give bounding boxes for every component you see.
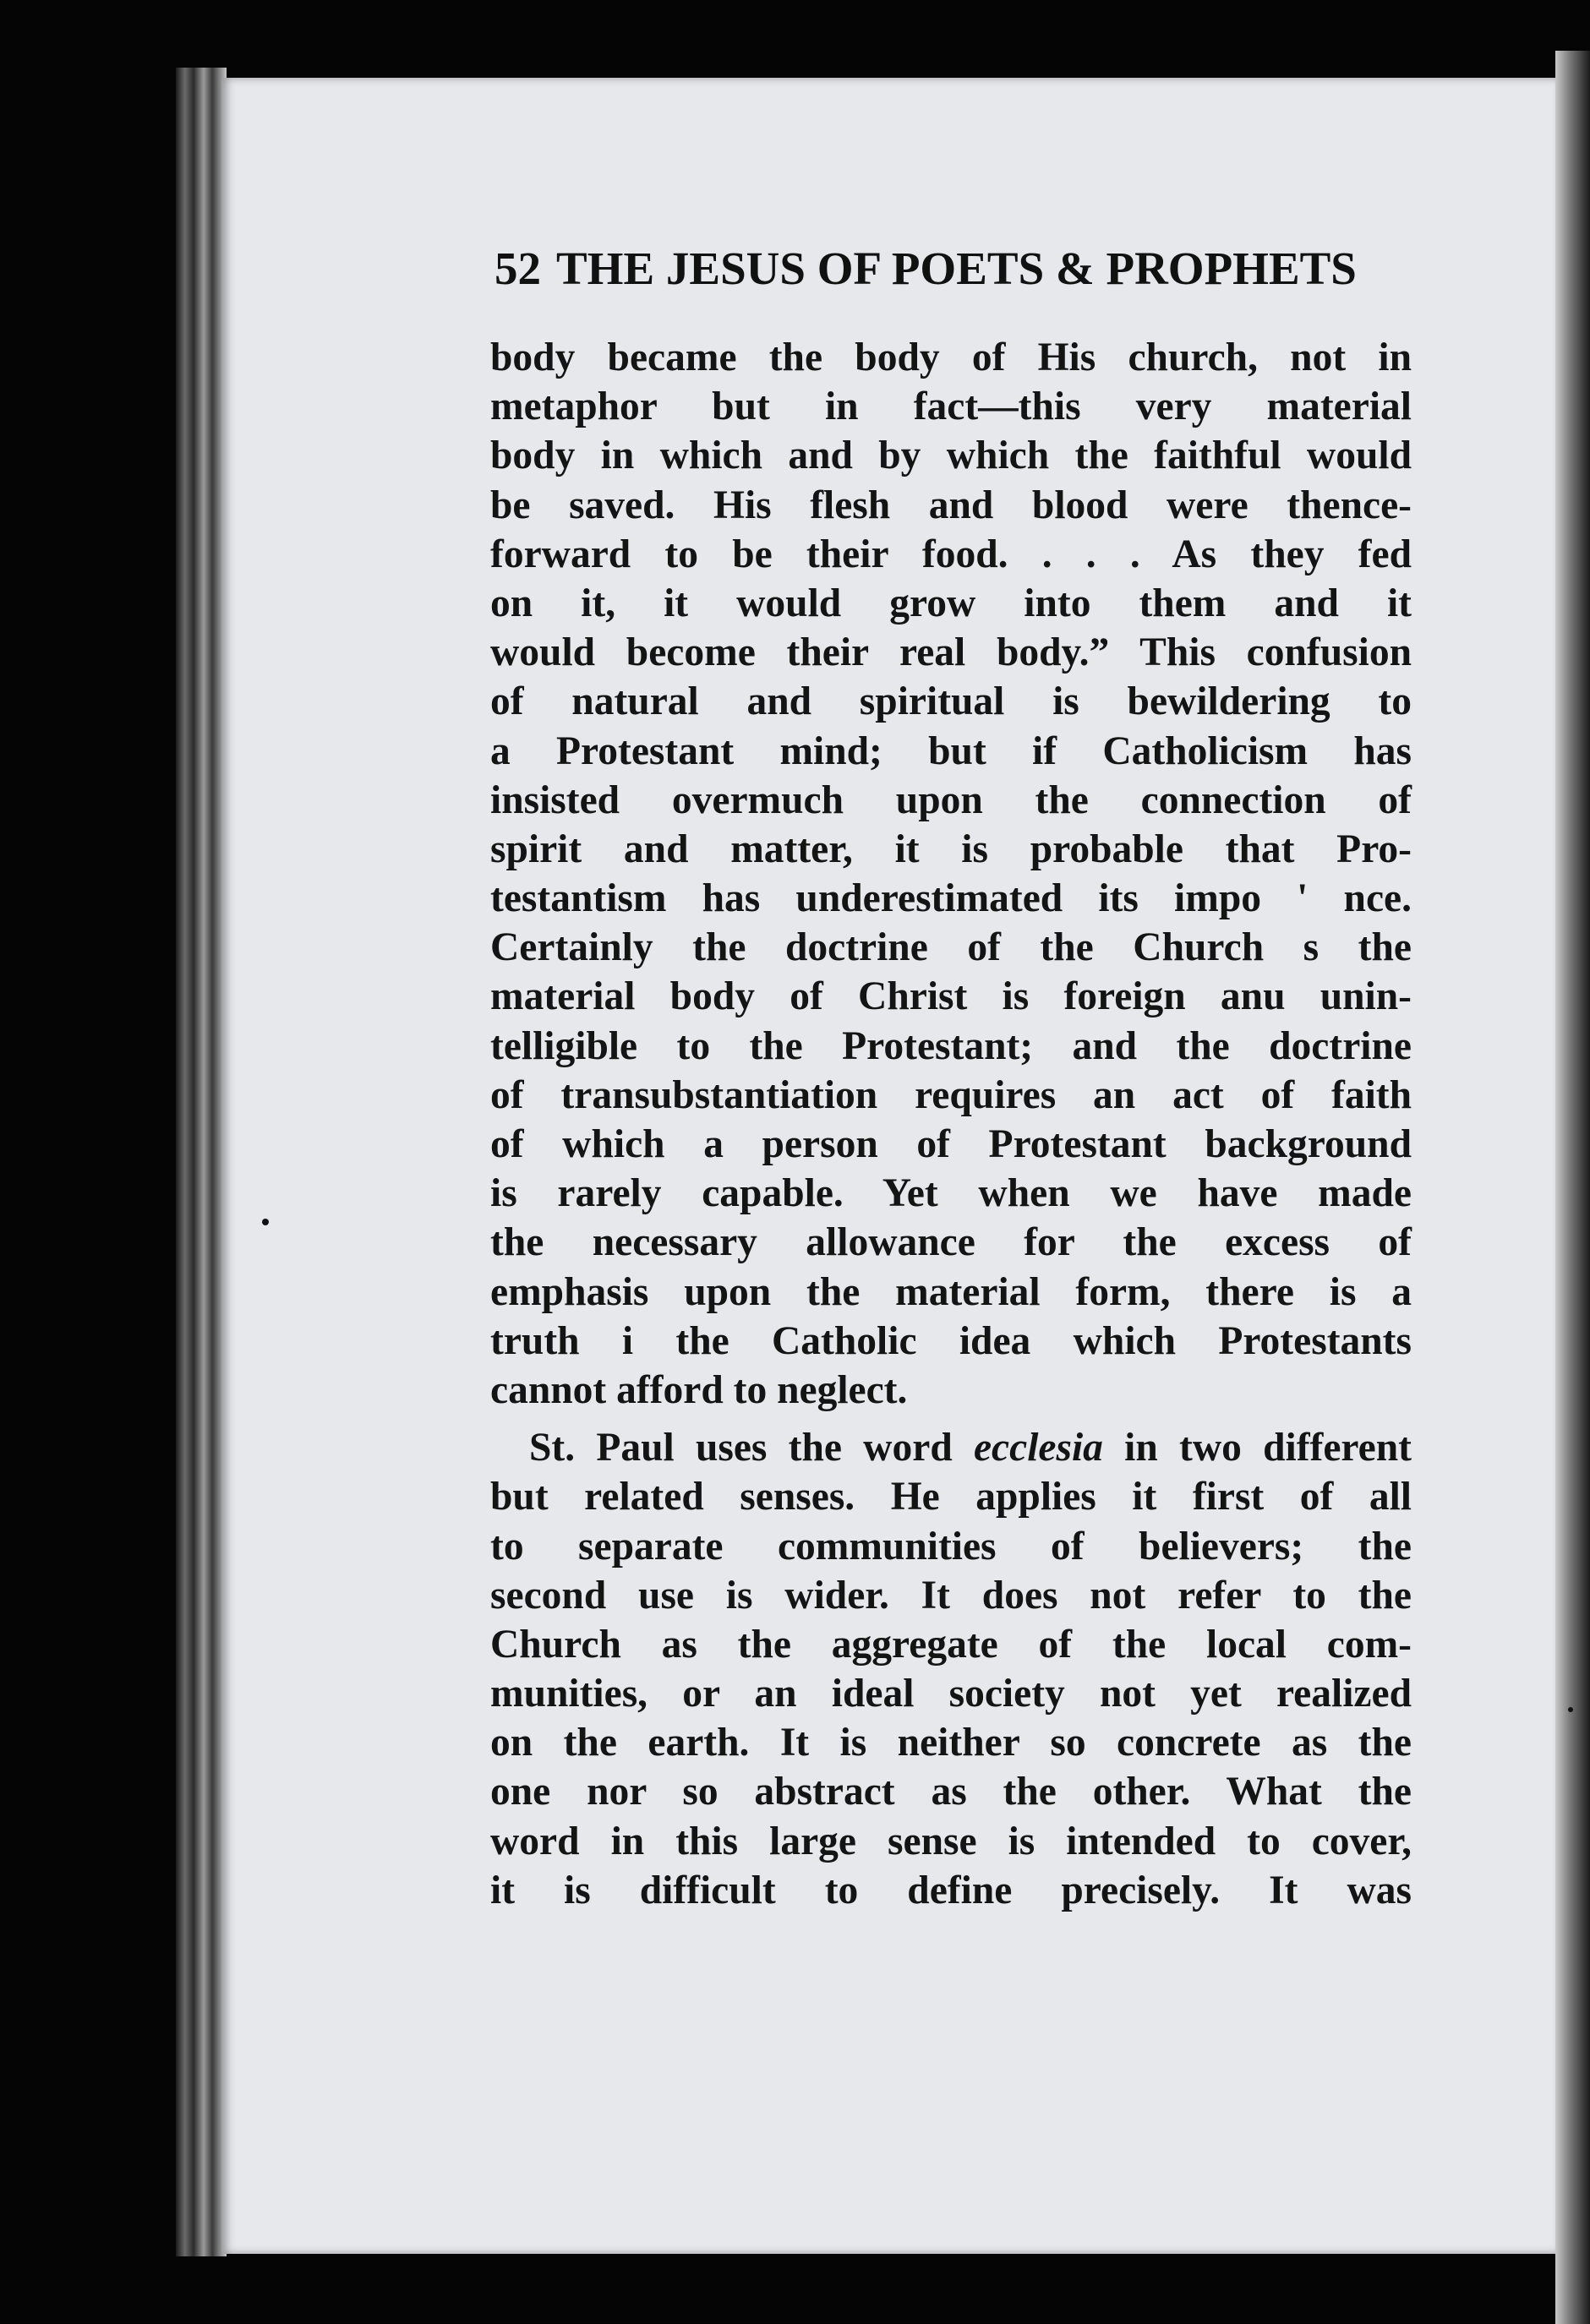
text-line: is rarely capable. Yet when we have made [490, 1171, 1412, 1216]
text-line: telligible to the Protestant; and the doctrine [490, 1023, 1412, 1068]
text-line: a Protestant mind; but if Catholicism has [490, 728, 1412, 773]
text-line: be saved. His flesh and blood were thence- [490, 483, 1412, 527]
text-line: of natural and spiritual is bewildering to [490, 679, 1412, 724]
text-line: metaphor but in fact—this very material [490, 385, 1412, 429]
paragraph-gap [490, 1415, 1412, 1423]
text-line: of which a person of Protestant background [490, 1122, 1412, 1166]
text-line: forward to be their food. . . . As they fed [490, 532, 1412, 576]
text-line: of transubstantiation requires an act of faith [490, 1072, 1412, 1117]
text-line: second use is wider. It does not refer to the [490, 1573, 1412, 1618]
text-line: testantism has underestimated its impo ' nce. [490, 876, 1412, 921]
text-line: Church as the aggregate of the local com- [490, 1622, 1412, 1667]
italic-term: ecclesia [973, 1426, 1103, 1470]
text-line: word in this large sense is intended to cover, [490, 1819, 1412, 1863]
scan-speck [262, 1219, 269, 1225]
text-line: one nor so abstract as the other. What the [490, 1770, 1412, 1814]
running-title: THE JESUS OF POETS & PROPHETS [556, 243, 1357, 294]
page-right-edge [1555, 51, 1590, 2324]
text-line: insisted overmuch upon the connection of [490, 777, 1412, 822]
text-line: material body of Christ is foreign anu unin- [490, 974, 1412, 1019]
text-line: cannot afford to neglect. [490, 1367, 908, 1412]
paragraph [490, 333, 1412, 1415]
text-line: it is difficult to define precisely. It was [490, 1868, 1412, 1912]
paragraph [490, 1423, 1412, 1915]
text-line: St. Paul uses the word ecclesia in two different [529, 1426, 1412, 1470]
body-text [490, 333, 1412, 1915]
text-line: emphasis upon the material form, there is a [490, 1269, 1412, 1314]
text-line: to separate communities of believers; the [490, 1524, 1412, 1568]
text-line: on it, it would grow into them and it [490, 581, 1412, 625]
text-line: but related senses. He applies it first of all [490, 1475, 1412, 1519]
text-line: munities, or an ideal society not yet realized [490, 1672, 1412, 1716]
text-line: the necessary allowance for the excess of [490, 1220, 1412, 1265]
page-number: 52 [494, 243, 541, 294]
text-line: Certainly the doctrine of the Church s the [490, 925, 1412, 970]
scan-speck [1568, 1707, 1573, 1712]
text-line: on the earth. It is neither so concrete as the [490, 1721, 1412, 1765]
running-head [494, 243, 1424, 294]
text-line: would become their real body.” This confusion [490, 630, 1412, 675]
text-line: body became the body of His church, not in [490, 336, 1412, 379]
text-line: truth i the Catholic idea which Protestants [490, 1318, 1412, 1363]
text-line: spirit and matter, it is probable that Pro- [490, 826, 1412, 871]
text-line: body in which and by which the faithful would [490, 434, 1412, 478]
book-spine-edge [176, 68, 227, 2256]
